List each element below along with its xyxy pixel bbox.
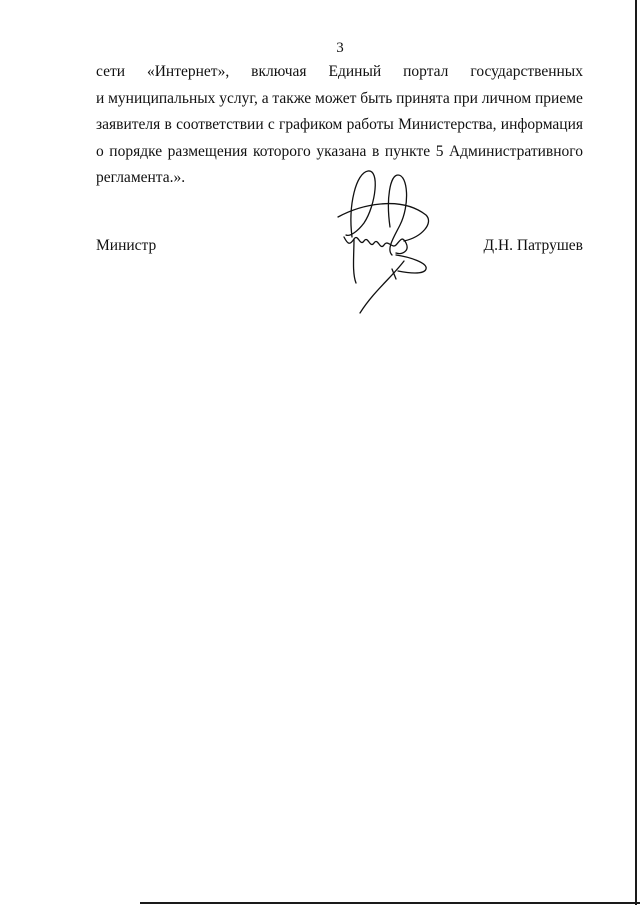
word: Министерства,	[398, 116, 497, 133]
word: размещения	[167, 142, 248, 160]
word: 5	[435, 142, 444, 160]
word: порядке	[109, 142, 163, 160]
word: приеме	[535, 89, 583, 107]
signatory-role: Министр	[96, 237, 157, 254]
paragraph-line-1	[96, 59, 583, 86]
word: информация	[500, 116, 583, 133]
word: включая	[251, 63, 307, 80]
word: государственных	[470, 63, 583, 80]
word: а	[261, 89, 269, 107]
paragraph-line-2	[96, 86, 583, 113]
word: в	[164, 116, 172, 133]
word: указана	[316, 142, 367, 160]
signatory-name: Д.Н. Патрушев	[483, 237, 583, 254]
paragraph-line-4	[96, 139, 583, 166]
word: пункте	[384, 142, 431, 160]
word: при	[453, 89, 478, 107]
word: личном	[481, 89, 532, 107]
word: «Интернет»,	[146, 63, 230, 80]
word: услуг,	[219, 89, 258, 107]
word: которого	[252, 142, 311, 160]
word: в	[371, 142, 380, 160]
scan-edge-right	[635, 0, 637, 905]
word: о	[96, 142, 104, 160]
word: соответствии	[176, 116, 264, 133]
page-number: 3	[336, 40, 344, 56]
paragraph-line-5: регламента.».	[96, 169, 186, 186]
word: быть	[360, 89, 393, 107]
paragraph-line-3	[96, 112, 583, 139]
handwritten-signature-icon	[330, 165, 440, 317]
word: сети	[96, 63, 126, 80]
word: может	[315, 89, 357, 107]
word: графиком	[279, 116, 343, 133]
word: и	[96, 89, 105, 107]
word: муниципальных	[108, 89, 216, 107]
word: принята	[396, 89, 450, 107]
word: Административного	[448, 142, 583, 160]
word: Единый	[328, 63, 382, 80]
word: также	[272, 89, 312, 107]
word: заявителя	[96, 116, 161, 133]
word: с	[267, 116, 275, 133]
word: портал	[403, 63, 449, 80]
word: работы	[346, 116, 394, 133]
scan-edge-bottom	[140, 902, 640, 904]
